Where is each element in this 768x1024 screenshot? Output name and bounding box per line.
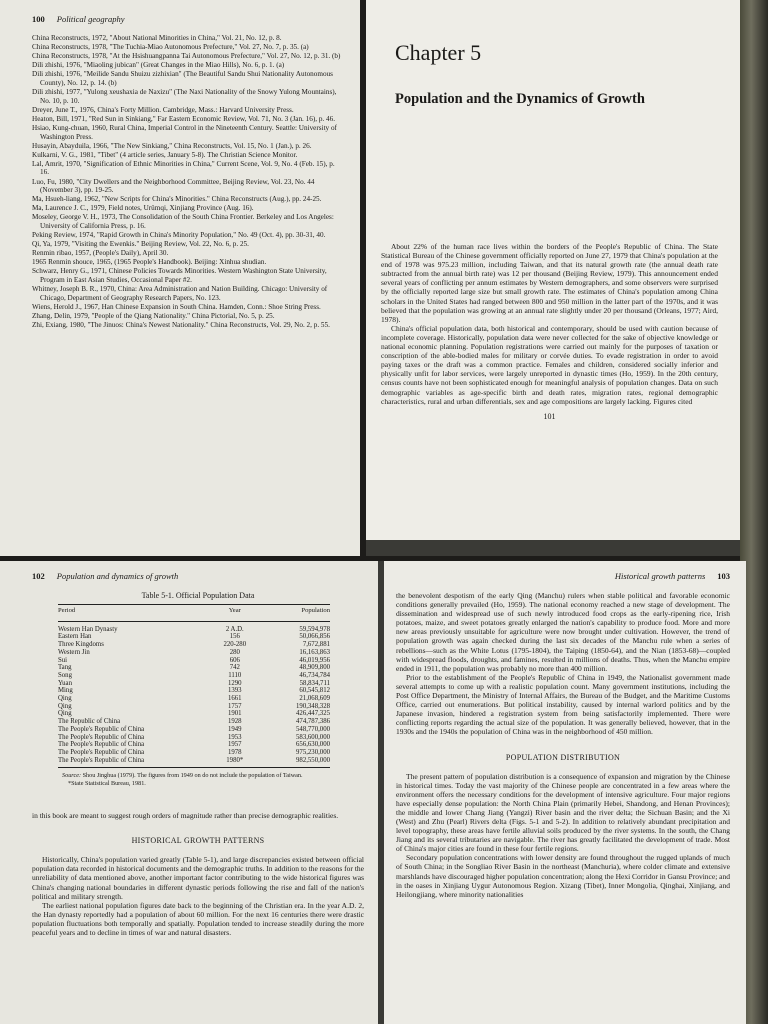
cell-year: 1393	[227, 687, 242, 695]
cell-year: 1928	[227, 718, 242, 726]
reference-entry: Qi, Ya, 1979, "Visiting the Ewenkis." Beijing Review, Vol. 22, No. 6, p. 25.	[32, 240, 249, 249]
reference-entry: Renmin ribao, 1957, (People's Daily), April 30.	[32, 249, 169, 258]
table-row	[58, 741, 330, 749]
cell-population: 656,630,000	[296, 741, 330, 749]
paragraph: Secondary population concentrations with lower density are found throughout the rugged uplands of much of South China; in the Songliao River Basin in the northeast (Manchuria), where colder climate and extensive marshlands have discouraged higher population concentration; along the Hexi Corridor in Gansu Province; and in the oases in Xinjiang Uygur Autonomous Region. Xizang (Tibet), Inner Mongolia, Qinghai, Xinjiang, and Heilongjiang, where minority nationalities	[396, 853, 730, 899]
chapter-title: Population and the Dynamics of Growth	[395, 91, 645, 107]
cell-population: 190,348,328	[296, 702, 330, 710]
table-body	[58, 621, 330, 768]
table-row	[58, 633, 330, 641]
cell-population: 583,600,000	[296, 733, 330, 741]
cell-year: 1949	[227, 725, 242, 733]
cell-period: The People's Republic of China	[58, 757, 208, 768]
table-row	[58, 657, 330, 665]
chapter-intro-text	[381, 242, 718, 421]
reference-entry: Moseley, George V. H., 1973, The Consolidation of the South China Frontier. Berkeley and Los Angeles: University of California Press, p. 16.	[32, 213, 334, 230]
cell-year: 1901	[227, 710, 242, 718]
population-table	[58, 604, 330, 768]
table-header-row	[58, 605, 330, 622]
page-102	[0, 561, 378, 1024]
page-number: 102	[32, 571, 45, 581]
cell-year: 1290	[227, 679, 242, 687]
chapter-label: Chapter 5	[395, 40, 482, 65]
cell-period: The People's Republic of China	[58, 748, 145, 756]
reference-entry: Luo, Fu, 1980, "City Dwellers and the Neighborhood Committee, Beijing Review, Vol. 23, No. 44 (November 3), pp. 19-25.	[32, 177, 315, 195]
table-row	[58, 649, 330, 657]
header-population: Population	[262, 605, 330, 622]
cell-year: 742	[229, 664, 240, 672]
cell-population: 60,545,812	[299, 687, 330, 695]
reference-entry: China Reconstructs, 1978, "At the Hsishuangpanna Tai Autonomous Prefecture," Vol. 27, No. 12, p. 31. (b)	[32, 52, 341, 61]
cell-population: 46,734,784	[299, 671, 330, 679]
table-row	[58, 641, 330, 649]
cell-population: 975,230,000	[296, 748, 330, 756]
page-number: 103	[717, 571, 730, 581]
cell-period: Western Han Dynasty	[58, 625, 118, 633]
table-row	[58, 687, 330, 695]
cell-period: Qing	[58, 695, 72, 703]
reference-entry: 1965 Renmin shouce, 1965, (1965 People's Handbook). Beijing: Xinhua shudian.	[32, 258, 267, 267]
cell-population: 474,787,386	[296, 718, 330, 726]
cell-period: Tang	[58, 664, 72, 672]
cell-year: 1110	[228, 671, 242, 679]
cell-period: The People's Republic of China	[58, 733, 145, 741]
reference-entry: Dreyer, June T., 1976, China's Forty Million. Cambridge, Mass.: Harvard University Press.	[32, 105, 294, 114]
reference-entry: Hsiao, Kung-chuan, 1960, Rural China, Imperial Control in the Nineteenth Century. Seattle: University of Washington Press.	[32, 123, 337, 141]
reference-entry: Heaton, Bill, 1971, "Red Sun in Sinkiang," Far Eastern Economic Review, Vol. 71, No. 3 (Jan. 16), p. 46.	[32, 114, 335, 123]
cell-period: Eastern Han	[58, 633, 92, 641]
paragraph: The present pattern of population distribution is a consequence of expansion and migration by the Chinese in historical times. Today the vast majority of the Chinese people are concentrated in a few areas where the environment offers the necessary conditions for the development of intensive agriculture. Four major regions have especially dense population: the North China Plain (primarily Hebei, Shandong, and Henan Provinces); the middle and lower Chang Jiang (Yangzi) River basin and the river delta; the Sichuan Basin; and the Xi (West) and Zhu (Pearl) Rivers delta (Figs. 5-1 and 5-2). In addition to relatively abundant precipitation and level topography, these areas have fertile alluvial soils produced by the river systems. In the south, the Chang Jiang and its several tributaries are navigable. The river has greatly facilitated the development of trade. Most of China's major cities are found in these four fertile regions.	[396, 771, 730, 854]
reference-entry: Ma, Laurence J. C., 1979, Field notes, Urümqi, Xinjiang Province (Aug. 16).	[32, 204, 254, 213]
cell-population: 982,550,000	[262, 757, 330, 768]
table-row	[58, 757, 330, 768]
table-row	[58, 621, 330, 633]
cell-year: 2 A.D.	[225, 625, 244, 633]
cell-population: 48,909,800	[299, 664, 330, 672]
cell-period: Ming	[58, 687, 73, 695]
table-row	[58, 749, 330, 757]
cell-period: Yuan	[58, 679, 72, 687]
cell-period: Qing	[58, 702, 72, 710]
running-title: Population and dynamics of growth	[56, 571, 179, 581]
reference-entry: China Reconstructs, 1972, "About National Minorities in China," Vol. 21, No. 12, p. 8.	[32, 34, 282, 42]
paragraph: Historically, China's population varied greatly (Table 5-1), and large discrepancies existed between official population data recorded in historical documents and the demographic truths. In addition to the reasons for the unreliability of data mentioned above, another important factor contributing to the wide historical figures was China's changing national boundaries in different dynastic periods following the rise and fall of the nation's political and military strength.	[32, 855, 364, 901]
reference-entry: Peking Review, 1974, "Rapid Growth in China's Minority Population," No. 49 (Oct. 4), pp. 30-31, 40.	[32, 231, 326, 240]
reference-entry: Whitney, Joseph B. R., 1970, China: Area Administration and Nation Building. Chicago: University of Chicago, Department of Geography Research Papers, No. 123.	[32, 285, 328, 302]
table-source	[62, 772, 322, 787]
cell-year: 1757	[227, 702, 242, 710]
cell-period: Sui	[58, 656, 68, 664]
cell-period: Western Jin	[58, 648, 90, 656]
page-101	[366, 0, 740, 540]
reference-entry: Kulkarni, V. G., 1981, "Tibet" (4 article series, January 5-8). The Christian Science Monitor.	[32, 150, 298, 159]
reference-entry: Lal, Amrit, 1970, "Signification of Ethnic Minorities in China," Current Scene, Vol. 9, No. 4 (Feb. 15), p. 16.	[32, 159, 335, 177]
paragraph: The earliest national population figures date back to the beginning of the Christian era. In the year A.D. 2, the Han dynasty reportedly had a population of about 60 million. For the next 16 centuries there were drastic population fluctuations both temporally and spatially. Population tended to increase steadily during the more peaceful years and to decline in times of war and natural disasters.	[32, 900, 364, 938]
table-title: Table 5-1. Official Population Data	[141, 591, 255, 600]
cell-year: 1953	[227, 733, 242, 741]
cell-year: 1978	[227, 748, 242, 756]
table-row	[58, 672, 330, 680]
paragraph: the benevolent despotism of the early Qing (Manchu) rulers when stable political and favorable economic conditions generally prevailed (Ho, 1959). The national economy reached a new stage of development. The dissemination and widespread use of such newly introduced food crops as the early-ripening rice, Irish potatoes, maize, and sweet potatoes greatly enlarged the nation's capability to produce food. More and more new areas previously unsuitable for agriculture were now brought under cultivation. However, the trend of population growth was again checked during the last six decades of the Manchu rule when a series of rebellions—such as the White Lotus (1795-1804), the Taiping (1850-64), and the Nian (1853-68)—coupled with widespread floods, droughts, and famines, resulted in millions of deaths. Thus, when the Manchu empire ended in 1911, the population was probably no more than 400 million.	[396, 591, 730, 673]
table-row	[58, 718, 330, 726]
section-heading: HISTORICAL GROWTH PATTERNS	[131, 836, 265, 846]
reference-entry: China Reconstructs, 1978, "The Tuchia-Miao Autonomous Prefecture," Vol. 27, No. 7, p. 35. (a)	[32, 43, 309, 52]
table-row	[58, 680, 330, 688]
table-row	[58, 726, 330, 734]
reference-entry: Dili zhishi, 1976, "Meilide Sandu Shuizu zizhixian" (The Beautiful Sandu Shui Nationality Autonomous County), No. 12, p. 14. (b)	[32, 70, 333, 87]
page-number: 101	[543, 411, 556, 421]
reference-entry: Ma, Hsueh-liang, 1962, "New Scripts for China's Minorities." China Reconstructs (Aug.), pp. 24-25.	[32, 195, 322, 204]
table-row	[58, 703, 330, 711]
cell-year: 280	[229, 648, 240, 656]
source-label: Source:	[62, 772, 82, 780]
cell-population: 46,019,956	[299, 656, 330, 664]
paragraph: China's official population data, both historical and contemporary, should be used with caution because of incomplete coverage. Historically, population data were never collected for the sake of objective knowledge or national economic planning. Population registrations were carried out mainly for the purposes of taxation or conscription of the able-bodied males for military or corvée duties. To evade registration in order to avoid paying taxes or the draft was a common practice. Females and children, considered socially inferior and physically unfit for labor services, were largely unreported in dynastic times (Ho, 1959). In the 20th century, census counts have not been sophisticated enough for meaningful analysis of population changes. Data on such demographic variables as age-specific birth and death rates, migration rates, regional demographic characteristics, rural and urban differentials, sex and age compositions are largely lacking. Figures cited	[381, 323, 718, 406]
cell-population: 59,594,978	[299, 625, 330, 633]
running-header	[396, 571, 730, 581]
cell-year: 1980*	[208, 757, 262, 768]
paragraph: About 22% of the human race lives within the borders of the People's Republic of China. The State Statistical Bureau of the Chinese government officially reported on June 27, 1979 that China's population at the end of 1978 was 975.23 million, including Taiwan, and that its natural growth rate (the annual death rate subtracted from the annual birth rate) was 12 per thousand (Beijing Review, 1979). This announcement ended several years of conflicting per annum estimates by Western demographers, and some observers were surprised by the officially reported large size but small growth rate. The estimates of China's population among China scholars in the United States had ranged between 800 and 950 million in the latter part of the 1970s, and it was believed that the population was growing at an annual rate slightly under 20 per thousand (Orleans, 1977; Aird, 1978).	[381, 242, 718, 324]
cell-year: 220-280	[223, 641, 247, 649]
page-number: 100	[32, 14, 45, 24]
cell-period: The People's Republic of China	[58, 725, 145, 733]
reference-entry: Zhang, Delin, 1979, "People of the Qiang Nationality." China Pictorial, No. 5, p. 25.	[32, 311, 275, 320]
reference-list	[32, 34, 342, 330]
cell-population: 426,447,325	[296, 710, 330, 718]
cell-population: 50,066,856	[299, 633, 330, 641]
running-title: Political geography	[56, 14, 125, 24]
reference-entry: Wiens, Herold J., 1967, Han Chinese Expansion in South China. Hamden, Conn.: Shoe String Press.	[32, 302, 321, 311]
cell-population: 7,672,881	[302, 641, 330, 649]
cell-period: The Republic of China	[58, 718, 121, 726]
table-row	[58, 695, 330, 703]
paragraph: Prior to the establishment of the People's Republic of China in 1949, the Nationalist government made several attempts to come up with a realistic population count. Many government institutions, including the Post Office Department, the Ministry of Internal Affairs, the Bureau of the Budget, and the Maritime Customs Office, carried out enumerations. But political instability, caused by internal warlord politics and by the Japanese invasion, hindered a registration system from being satisfactorily implemented. There were conflicting reports regarding the actual size of the population. It was generally believed, however, that in the 1930s and the 1940s the population of China was in the neighborhood of 450 million.	[396, 672, 730, 737]
cell-population: 21,068,609	[299, 695, 330, 703]
cell-population: 16,163,863	[299, 648, 330, 656]
reference-entry: Zhi, Exiang, 1980, "The Jinuos: China's Newest Nationality." China Reconstructs, Vol. 29, No. 2, p. 55.	[32, 321, 330, 329]
reference-entry: Husayin, Abayduila, 1966, "The New Sinkiang," China Reconstructs, Vol. 15, No. 1 (Jan.), p. 26.	[32, 141, 312, 150]
table-row	[58, 734, 330, 742]
cell-year: 1661	[227, 695, 242, 703]
cell-period: The People's Republic of China	[58, 741, 145, 749]
cell-period: Three Kingdoms	[58, 641, 104, 649]
reference-entry: Schwarz, Henry G., 1971, Chinese Policies Towards Minorities. Western Washington State University, Program in East Asian Studies, Occasional Paper #2.	[32, 267, 327, 285]
cell-period: Qing	[58, 710, 72, 718]
cell-population: 548,770,000	[296, 725, 330, 733]
cell-population: 58,834,711	[299, 679, 330, 687]
running-title: Historical growth patterns	[614, 571, 706, 581]
running-header	[32, 571, 364, 581]
page-100	[0, 0, 360, 556]
table-row	[58, 664, 330, 672]
source-text: Shou Jinghua (1979). The figures from 1949 on do not include the population of Taiwan.	[82, 772, 303, 780]
page-103	[384, 561, 746, 1024]
header-year: Year	[208, 605, 262, 622]
section-heading: POPULATION DISTRIBUTION	[505, 752, 621, 762]
header-period: Period	[58, 605, 208, 622]
reference-entry: Dili zhishi, 1977, "Yulong xeushaxia de Naxizu" (The Naxi Nationality of the Snowy Yulong Mountains), No. 10, p. 10.	[32, 88, 337, 105]
cell-year: 1957	[227, 741, 242, 749]
cell-year: 606	[229, 656, 240, 664]
running-header	[32, 14, 342, 24]
table-note: *State Statistical Bureau, 1981.	[68, 779, 146, 787]
cell-year: 156	[229, 633, 240, 641]
cell-period: Song	[58, 671, 72, 679]
continuation-text: in this book are meant to suggest rough orders of magnitude rather than precise demographic realities.	[32, 811, 339, 821]
table-row	[58, 710, 330, 718]
reference-entry: Dili zhishi, 1976, "Miaoling jubican" (Great Changes in the Miao Hills), No. 6, p. 1. (a)	[32, 61, 285, 70]
